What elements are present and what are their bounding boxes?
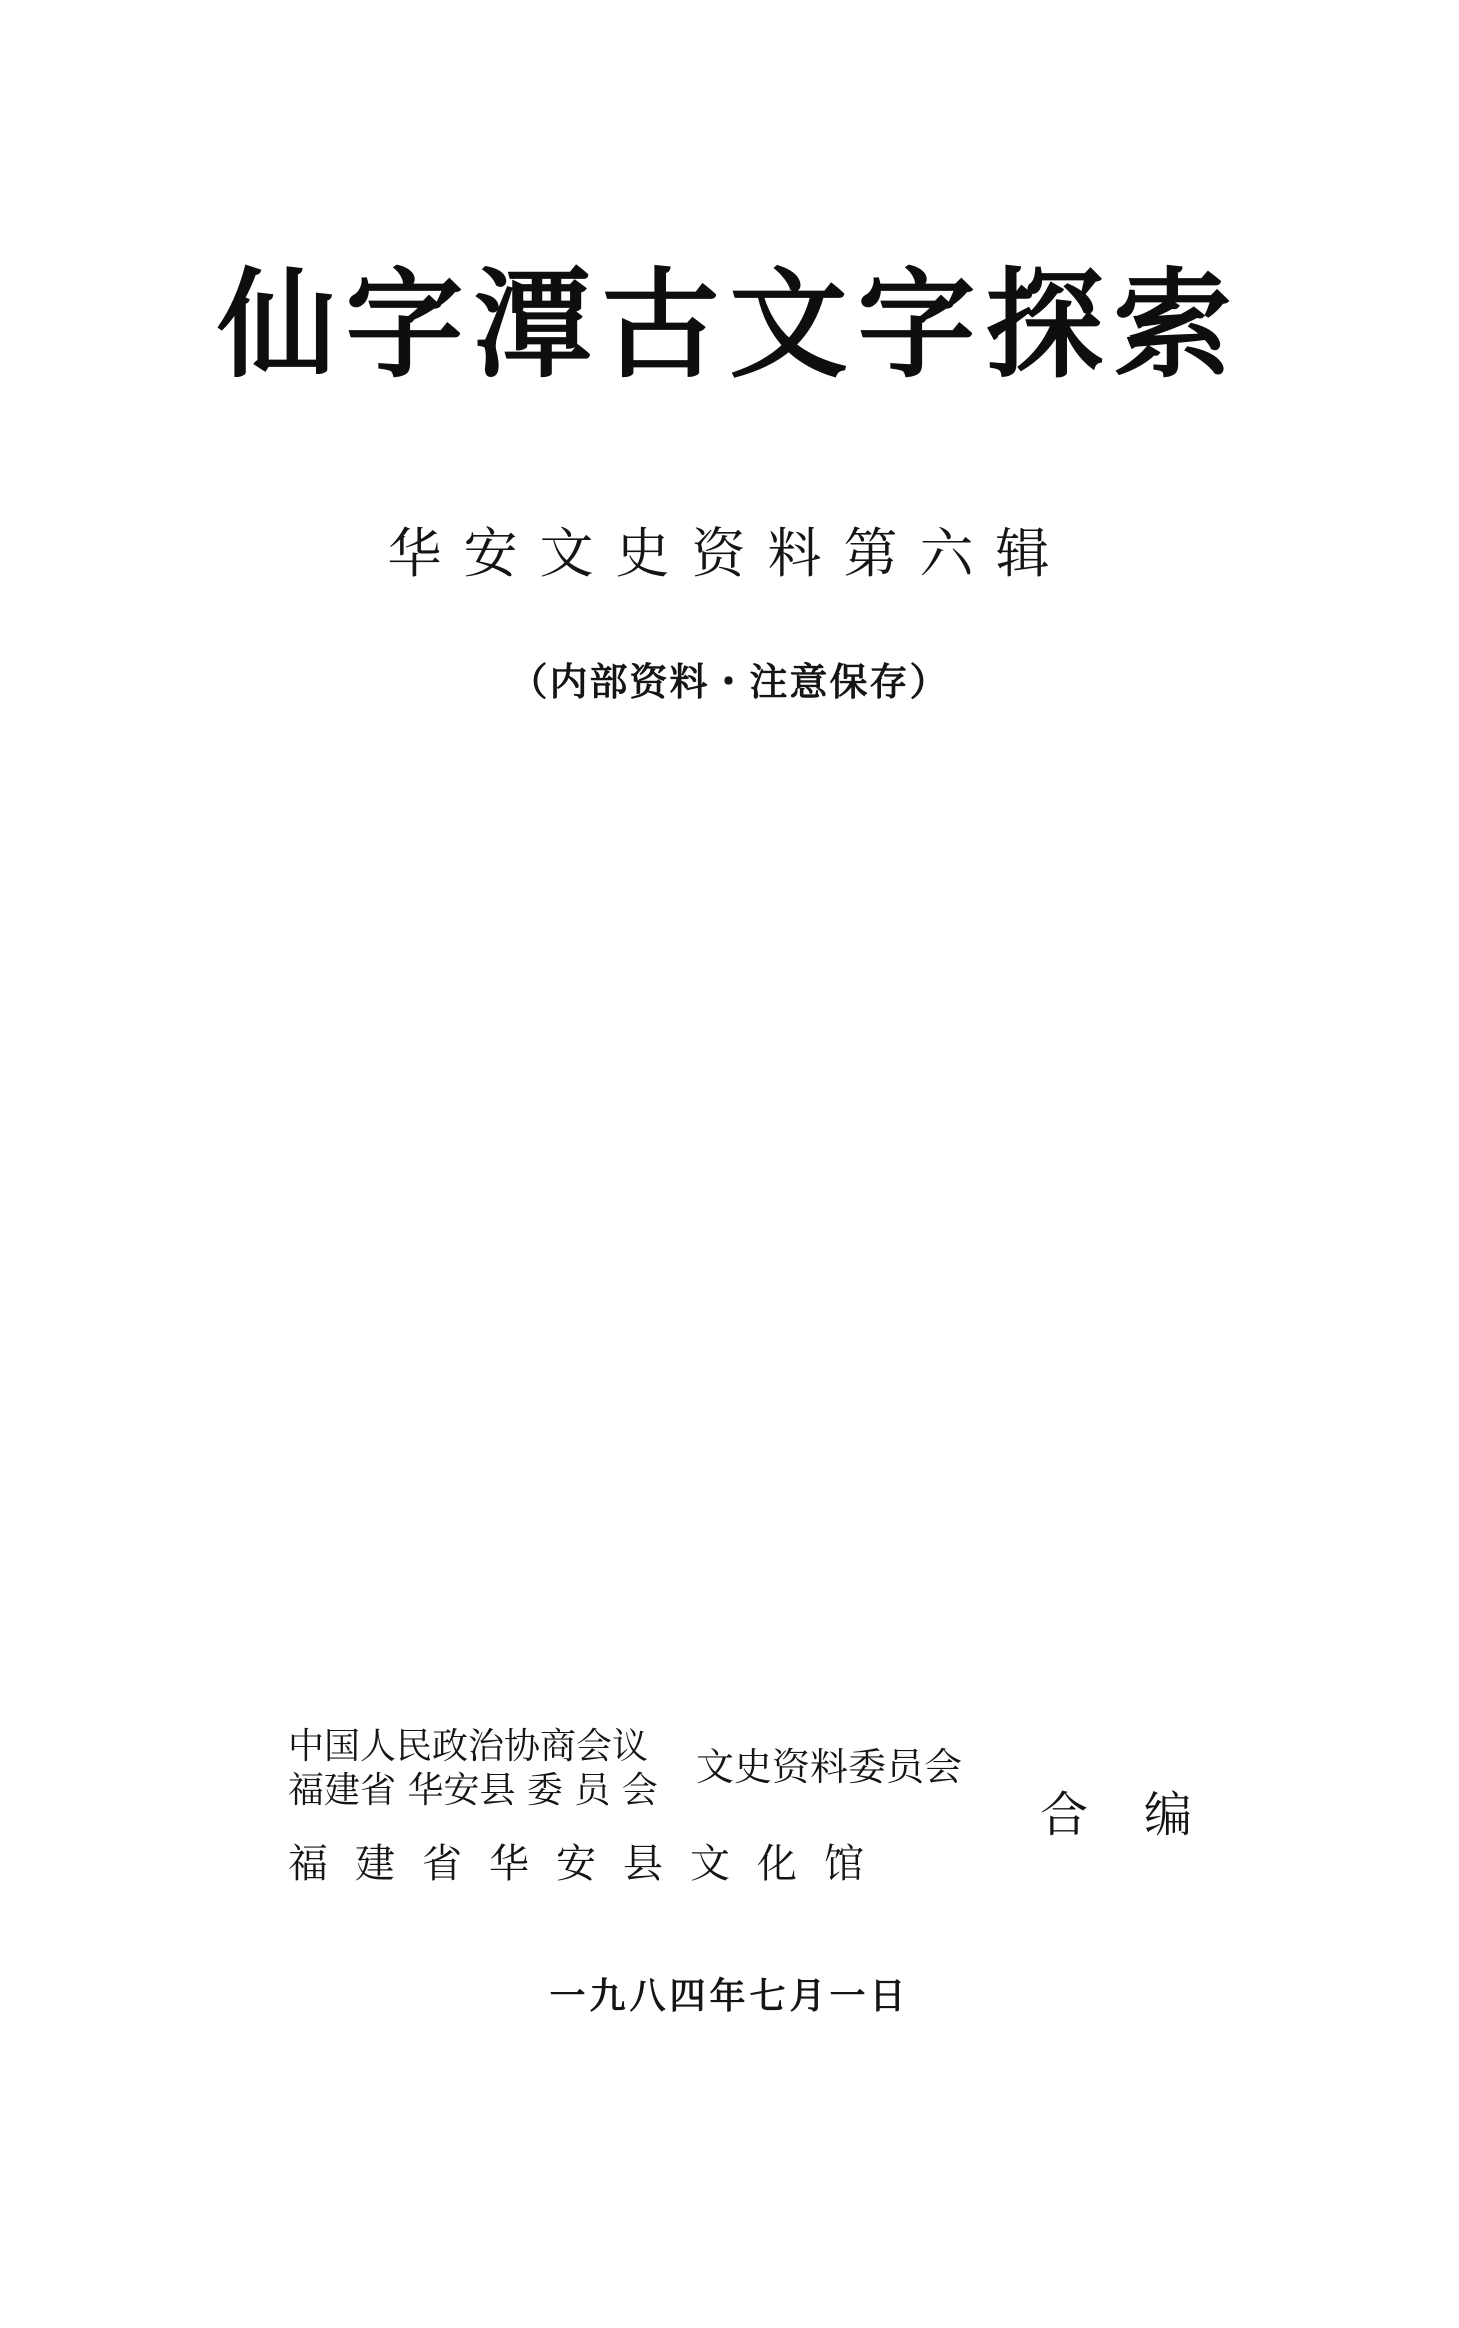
- org-line-cppcc: 中国人民政治协商会议: [288, 1726, 649, 1767]
- internal-use-note: （内部资料・注意保存）: [509, 660, 950, 704]
- compilers-block: [288, 1725, 1249, 1915]
- org-stack: [288, 1725, 708, 1813]
- org-suffix-literature-history-committee: 文史资料委员会: [696, 1745, 963, 1789]
- joint-edit-label: 合编: [1040, 1787, 1249, 1843]
- series-subtitle: 华安文史资料第六辑: [387, 522, 1072, 585]
- org-line-cultural-center: 福建省华安县文化馆: [288, 1841, 891, 1887]
- publication-date: 一九八四年七月一日: [549, 1976, 910, 2017]
- book-title: 仙字潭古文字探索: [217, 256, 1242, 394]
- org-line-county-committee: 福建省 华安县 委 员 会: [288, 1770, 658, 1811]
